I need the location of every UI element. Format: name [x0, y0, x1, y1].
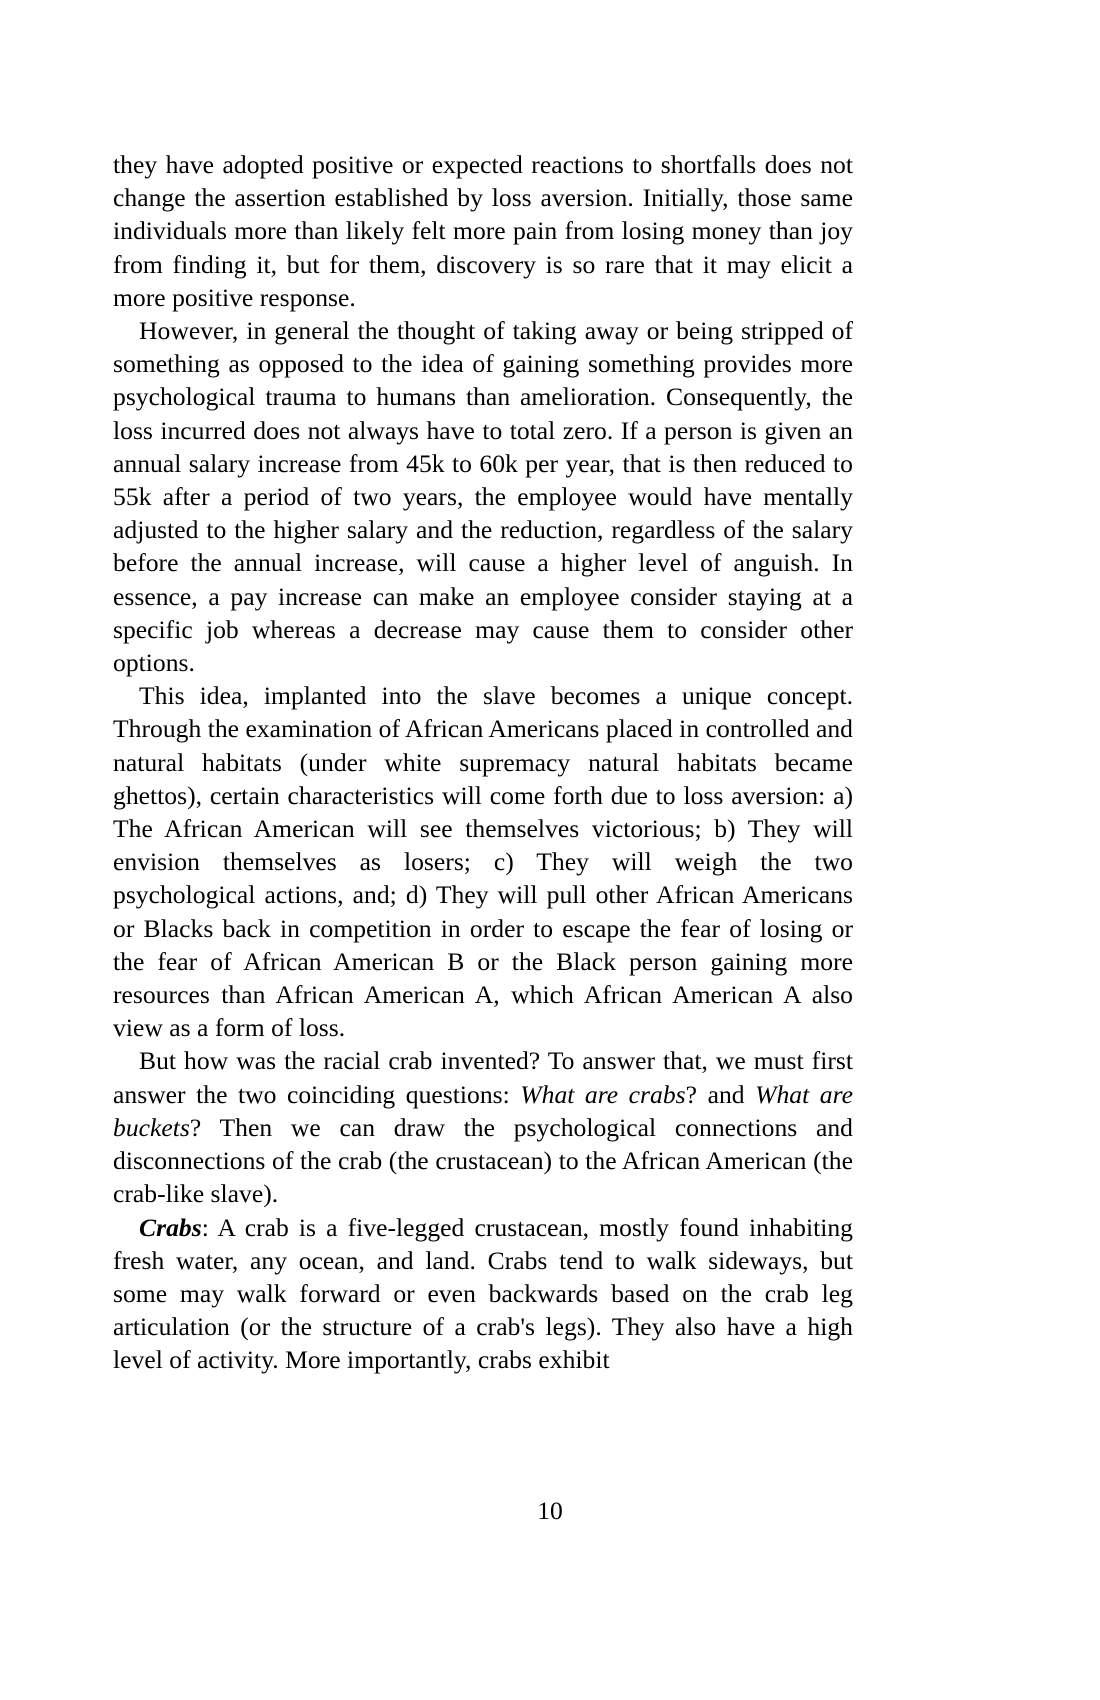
paragraph-loss-aversion-continued: [113, 148, 853, 314]
paragraph-however-general-thought: [113, 314, 853, 679]
paragraph-this-idea-implanted: [113, 679, 853, 1044]
text-run: This idea, implanted into the slave becomes a unique concept. Through the examination of African Americans placed in controlled and natural habitats (under white supremacy natural habitats became ghettos), certain characteristics will come forth due to loss aversion: a) The African American will see themselves victorious; b) They will envision themselves as losers; c) They will weigh the two psychological actions, and; d) They will pull other African Americans or Blacks back in competition in order to escape the fear of losing or the fear of African American B or the Black person gaining more resources than African American A, which African American A also view as a form of loss.: [113, 681, 853, 1043]
text-run: But how was the racial crab invented? To answer that, we must first answer the two coinciding questions:: [113, 1046, 853, 1109]
term-crabs-heading: Crabs: [139, 1212, 202, 1242]
text-run: : A crab is a five-legged crustacean, mostly found inhabiting fresh water, any ocean, and land. Crabs tend to walk sideways, but some may walk forward or even backwards based on the crab leg articulation (or the structure of a crab's legs). They also have a high level of activity. More importantly, crabs exhibit: [113, 1212, 853, 1375]
text-run: they have adopted positive or expected reactions to shortfalls does not change the assertion established by loss aversion. Initially, those same individuals more than likely felt more pain from losing money than joy from finding it, but for them, discovery is so rare that it may elicit a more positive response.: [113, 150, 853, 312]
emphasis-what-are-crabs: What are crabs: [520, 1079, 686, 1109]
text-run: ? Then we can draw the psychological connections and disconnections of the crab (the crustacean) to the African American (the crab-like slave).: [113, 1112, 853, 1209]
paragraph-racial-crab-invented: [113, 1044, 853, 1210]
emphasis-what-are-buckets: What are buckets: [113, 1079, 853, 1142]
text-run: However, in general the thought of taking away or being stripped of something as opposed to the idea of gaining something provides more psychological trauma to humans than amelioration. Consequently, the loss incurred does not always have to total zero. If a person is given an annual salary increase from 45k to 60k per year, that is then reduced to 55k after a period of two years, the employee would have mentally adjusted to the higher salary and the reduction, regardless of the salary before the annual increase, will cause a higher level of anguish. In essence, a pay increase can make an employee consider staying at a specific job whereas a decrease may cause them to consider other options.: [113, 316, 853, 678]
text-run: ? and: [685, 1079, 756, 1109]
page-text-body: [113, 148, 853, 1377]
page-number: 10: [537, 1496, 563, 1525]
paragraph-crabs-definition: [113, 1211, 853, 1377]
